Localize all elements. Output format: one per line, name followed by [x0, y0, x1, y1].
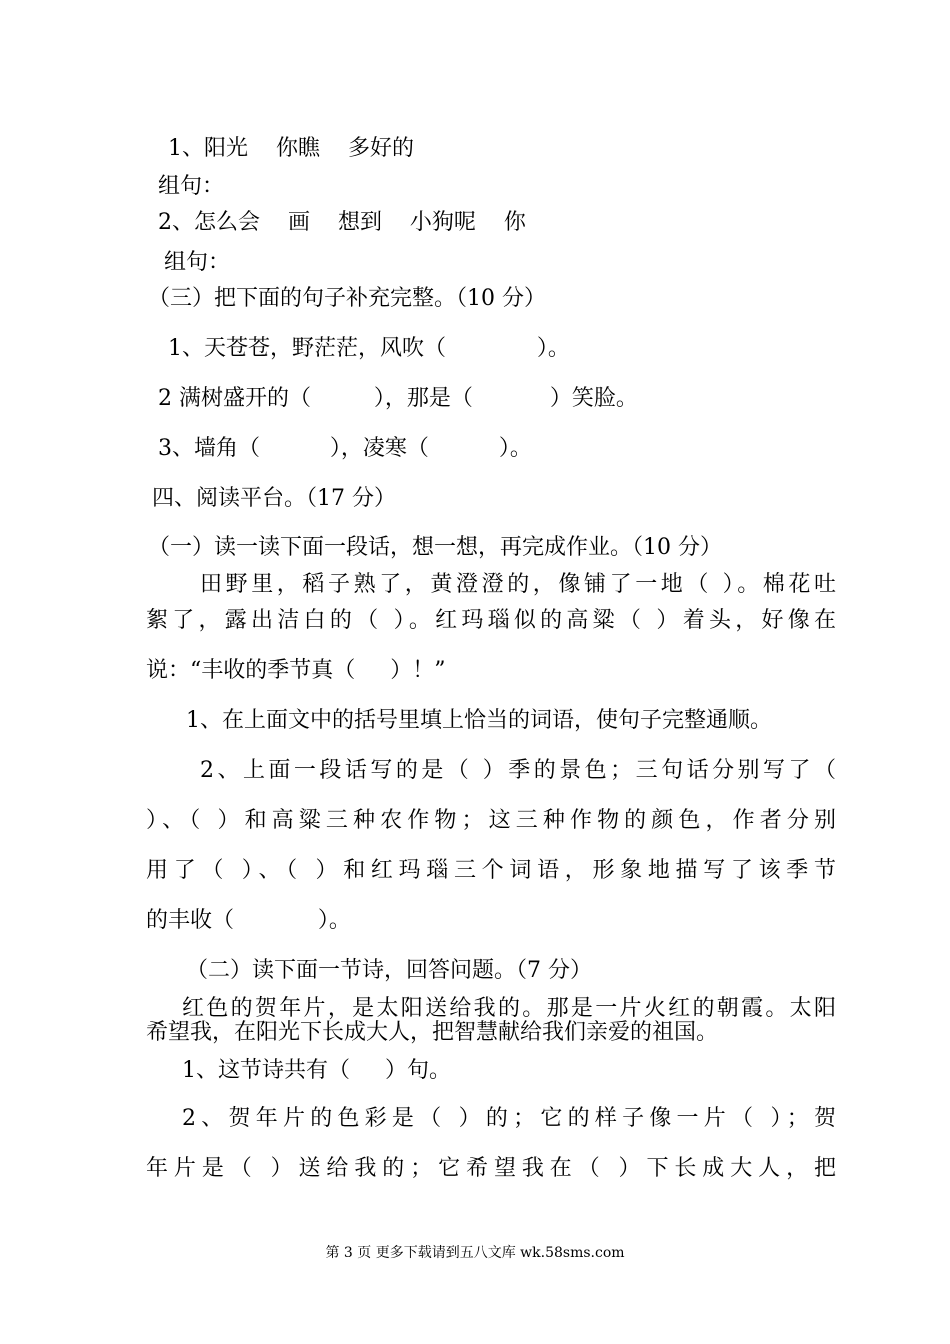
section-3-item-1: 1、天苍苍，野茫茫，风吹（ ）。: [168, 336, 570, 361]
poem-line-2: 希望我，在阳光下长成大人，把智慧献给我们亲爱的祖国。: [146, 1020, 719, 1045]
q-sentence-1-answer-label: 组句：: [158, 174, 225, 199]
reading-question-2-line-1: 2、上面一段话写的是（ ）季的景色；三句话分别写了（: [200, 758, 836, 783]
poem-question-2-line-1: 2、贺年片的色彩是（ ）的；它的样子像一片（ ）；贺: [182, 1106, 836, 1131]
section-4-part-1-heading: （一）读一读下面一段话，想一想，再完成作业。（10 分）: [148, 535, 722, 560]
q-sentence-2-answer-label: 组句：: [164, 250, 231, 275]
passage-line-3: 说：“丰收的季节真（ ）！”: [146, 658, 446, 683]
q-sentence-1-words: 1、阳光 你瞧 多好的: [168, 136, 414, 161]
reading-question-2-line-3: 用了（ ）、（ ）和红玛瑙三个词语，形象地描写了该季节: [146, 858, 836, 883]
section-3-item-2: 2 满树盛开的（ ），那是（ ）笑脸。: [158, 386, 638, 411]
reading-question-2-line-4: 的丰收（ ）。: [146, 908, 351, 933]
poem-line-1: 红色的贺年片，是太阳送给我的。那是一片火红的朝霞。太阳: [182, 996, 836, 1021]
section-3-heading: （三）把下面的句子补充完整。（10 分）: [148, 286, 546, 311]
reading-question-1: 1、在上面文中的括号里填上恰当的词语，使句子完整通顺。: [186, 708, 772, 733]
poem-question-1: 1、这节诗共有（ ）句。: [182, 1058, 451, 1083]
passage-line-1: 田野里，稻子熟了，黄澄澄的，像铺了一地（ ）。棉花吐: [200, 572, 836, 597]
section-3-item-3: 3、墙角（ ），凌寒（ ）。: [158, 436, 532, 461]
poem-question-2-line-2: 年片是（ ）送给我的；它希望我在（ ）下长成大人，把: [146, 1156, 836, 1181]
section-4-heading: 四、阅读平台。（17 分）: [152, 486, 396, 511]
passage-line-2: 絮了，露出洁白的（ ）。红玛瑙似的高粱（ ）着头，好像在: [146, 608, 836, 633]
page-footer: 第 3 页 更多下载请到五八文库 wk.58sms.com: [325, 1245, 625, 1261]
q-sentence-2-words: 2、怎么会 画 想到 小狗呢 你: [158, 210, 526, 235]
reading-question-2-line-2: ）、（ ）和高粱三种农作物；这三种作物的颜色，作者分别: [146, 808, 836, 833]
section-4-part-2-heading: （二）读下面一节诗，回答问题。（7 分）: [186, 958, 592, 983]
